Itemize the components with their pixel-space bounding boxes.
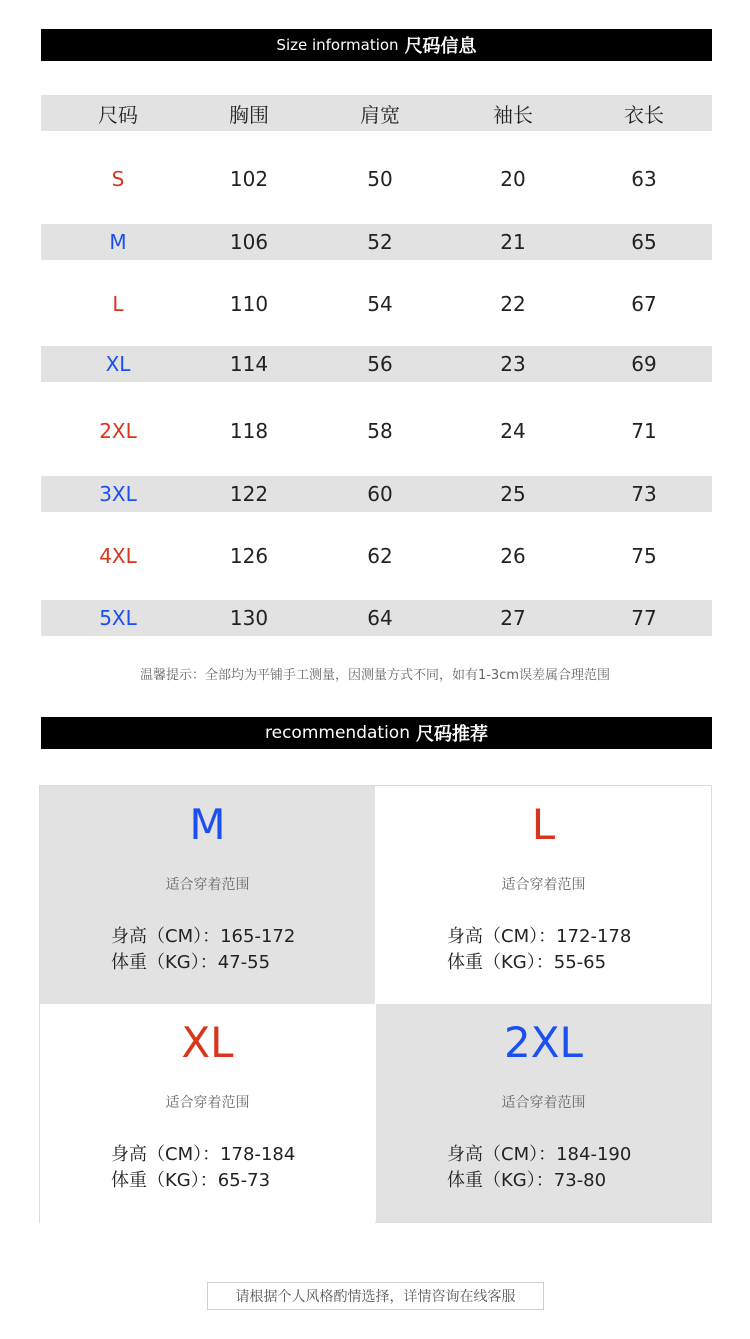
header-length: 衣长 — [624, 102, 664, 127]
size-information-bar — [41, 29, 712, 61]
shoulder-value: 64 — [367, 606, 393, 630]
recommendation-grid — [39, 785, 712, 1223]
fit-range-label: 适合穿着范围 — [501, 877, 586, 893]
table-row — [41, 286, 712, 322]
size-label: M — [109, 230, 127, 254]
sleeve-value: 21 — [500, 230, 526, 254]
weight-range: 体重（KG）：55-65 — [447, 952, 607, 973]
recommended-size: 2XL — [504, 1018, 583, 1067]
length-value: 71 — [631, 419, 657, 443]
recommendation-card-xl — [40, 1004, 375, 1223]
table-row — [41, 413, 712, 449]
sleeve-value: 25 — [500, 482, 526, 506]
shoulder-value: 56 — [367, 352, 393, 376]
shoulder-value: 52 — [367, 230, 393, 254]
shoulder-value: 62 — [367, 544, 393, 568]
recommendation-card-m — [40, 786, 375, 1005]
length-value: 65 — [631, 230, 657, 254]
chest-value: 102 — [229, 167, 269, 191]
size-label: L — [112, 292, 124, 316]
weight-range: 体重（KG）：47-55 — [111, 952, 271, 973]
chest-value: 110 — [229, 292, 269, 316]
sleeve-value: 20 — [500, 167, 526, 191]
recommended-size: XL — [181, 1018, 234, 1067]
fit-range-label: 适合穿着范围 — [165, 1095, 250, 1111]
length-value: 69 — [631, 352, 657, 376]
footer-note: 请根据个人风格酌情选择，详情咨询在线客服 — [207, 1282, 544, 1310]
header-size: 尺码 — [98, 102, 138, 127]
size-label: 4XL — [99, 544, 137, 568]
length-value: 73 — [631, 482, 657, 506]
table-row — [41, 161, 712, 197]
table-row — [41, 346, 712, 382]
recommendation-card-l — [376, 786, 711, 1005]
height-range: 身高（CM）：184-190 — [447, 1144, 632, 1165]
length-value: 67 — [631, 292, 657, 316]
table-row — [41, 600, 712, 636]
size-label: 3XL — [99, 482, 137, 506]
recommendation-title-en: recommendation — [265, 723, 410, 743]
size-information-title-cn: 尺码信息 — [404, 36, 477, 57]
measurement-note: 温馨提示：全部均为平铺手工测量，因测量方式不同，如有1-3cm误差属合理范围 — [139, 668, 611, 683]
chest-value: 114 — [229, 352, 269, 376]
shoulder-value: 54 — [367, 292, 393, 316]
length-value: 77 — [631, 606, 657, 630]
chest-value: 126 — [229, 544, 269, 568]
header-shoulder: 肩宽 — [360, 102, 400, 127]
recommended-size: M — [189, 800, 226, 849]
height-range: 身高（CM）：172-178 — [447, 926, 632, 947]
shoulder-value: 58 — [367, 419, 393, 443]
table-row — [41, 538, 712, 574]
sleeve-value: 26 — [500, 544, 526, 568]
weight-range: 体重（KG）：65-73 — [111, 1170, 271, 1191]
size-label: S — [111, 167, 125, 191]
sleeve-value: 24 — [500, 419, 526, 443]
height-range: 身高（CM）：178-184 — [111, 1144, 296, 1165]
chest-value: 122 — [229, 482, 269, 506]
chest-value: 106 — [229, 230, 269, 254]
table-header-row — [41, 95, 712, 131]
header-sleeve: 袖长 — [493, 102, 533, 127]
length-value: 75 — [631, 544, 657, 568]
recommendation-bar — [41, 717, 712, 749]
header-chest: 胸围 — [229, 102, 269, 127]
recommendation-card-2xl — [376, 1004, 711, 1223]
chest-value: 130 — [229, 606, 269, 630]
recommendation-title-cn: 尺码推荐 — [415, 724, 488, 745]
chest-value: 118 — [229, 419, 269, 443]
size-information-title-en: Size information — [276, 36, 399, 54]
fit-range-label: 适合穿着范围 — [165, 877, 250, 893]
height-range: 身高（CM）：165-172 — [111, 926, 296, 947]
length-value: 63 — [631, 167, 657, 191]
size-label: 5XL — [99, 606, 137, 630]
fit-range-label: 适合穿着范围 — [501, 1095, 586, 1111]
recommended-size: L — [531, 800, 556, 849]
shoulder-value: 50 — [367, 167, 393, 191]
weight-range: 体重（KG）：73-80 — [447, 1170, 607, 1191]
sleeve-value: 22 — [500, 292, 526, 316]
shoulder-value: 60 — [367, 482, 393, 506]
sleeve-value: 23 — [500, 352, 526, 376]
table-row — [41, 476, 712, 512]
size-label: 2XL — [99, 419, 137, 443]
sleeve-value: 27 — [500, 606, 526, 630]
table-row — [41, 224, 712, 260]
size-label: XL — [105, 352, 131, 376]
